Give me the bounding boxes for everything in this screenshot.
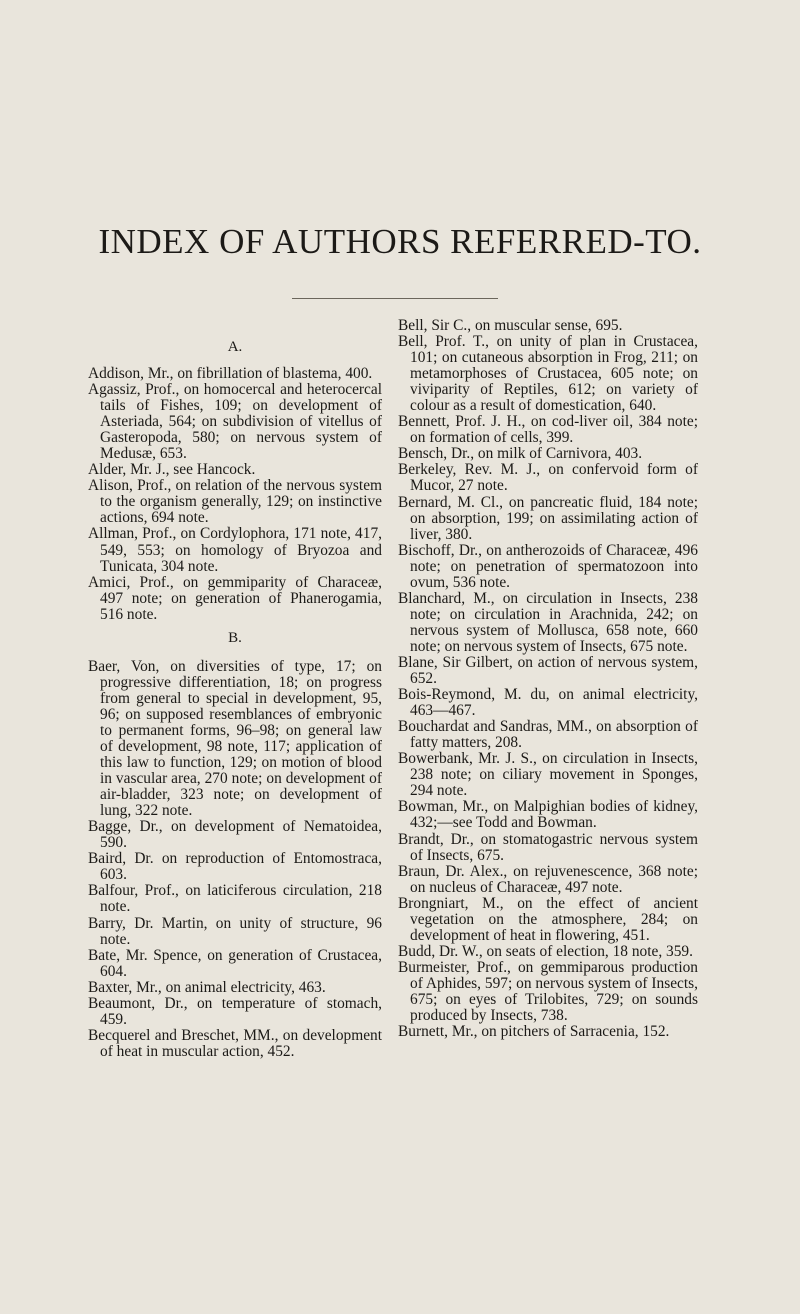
index-entry: Beaumont, Dr., on temperature of stomach, 459. (88, 994, 382, 1028)
index-entry: Bell, Sir C., on muscular sense, 695. (398, 317, 623, 334)
right-column (398, 318, 698, 1040)
index-entry: Alder, Mr. J., see Hancock. (88, 461, 256, 479)
index-entry: Bouchardat and Sandras, MM., on absorption of fatty matters, 208. (398, 718, 698, 752)
index-entry: Alison, Prof., on relation of the nervous system to the organism generally, 129; on instinctive actions, 694 note. (88, 477, 382, 527)
index-entry: Budd, Dr. W., on seats of election, 18 note, 359. (398, 942, 693, 960)
index-entry: Baer, Von, on diversities of type, 17; on progressive differentiation, 18; on progress from general to special in development, 95, 96; on supposed resemblances of embryonic to permanent forms, 96–98; on general law of development, 98 note, 117; application of this law to function, 129; on motion of blood in vascular area, 270 note; on development of air-bladder, 323 note; on development of lung, 322 note. (88, 657, 382, 820)
index-entry: Bernard, M. Cl., on pancreatic fluid, 184 note; on absorption, 199; on assimilating action of liver, 380. (398, 493, 698, 543)
index-entry: Burmeister, Prof., on gemmiparous production of Aphides, 597; on nervous system of Insects, 675; on eyes of Trilobites, 729; on sounds produced by Insects, 738. (398, 958, 698, 1025)
index-entry: Berkeley, Rev. M. J., on confervoid form of Mucor, 27 note. (398, 461, 698, 495)
index-entry: Agassiz, Prof., on homocercal and heterocercal tails of Fishes, 109; on development of Asteriada, 564; on subdivision of vitellus of Gasteropoda, 580; on nervous system of Medusæ, 653. (88, 381, 382, 463)
index-entry: Bate, Mr. Spence, on generation of Crustacea, 604. (88, 946, 382, 980)
index-entry: Bell, Prof. T., on unity of plan in Crustacea, 101; on cutaneous absorption in Frog, 211; on metamorphoses of Crustacea, 605 note; on viviparity of Reptiles, 612; on variety of colour as a result of domestication, 640. (398, 333, 698, 415)
index-entry: Bennett, Prof. J. H., on cod-liver oil, 384 note; on formation of cells, 399. (398, 413, 698, 447)
index-entry: Bowman, Mr., on Malpighian bodies of kidney, 432;—see Todd and Bowman. (398, 798, 698, 832)
index-entry: Addison, Mr., on fibrillation of blastema, 400. (88, 365, 373, 382)
index-entry: Burnett, Mr., on pitchers of Sarracenia, 152. (398, 1023, 670, 1041)
title-rule (292, 298, 498, 299)
index-entry: Bois-Reymond, M. du, on animal electricity, 463—467. (398, 686, 698, 720)
index-entry: Blane, Sir Gilbert, on action of nervous system, 652. (398, 653, 698, 688)
entries-a (88, 366, 382, 623)
index-entry: Braun, Dr. Alex., on rejuvenescence, 368 note; on nucleus of Characeæ, 497 note. (398, 862, 698, 896)
index-entry: Becquerel and Breschet, MM., on development of heat in muscular action, 452. (88, 1026, 382, 1060)
index-entry: Baxter, Mr., on animal electricity, 463. (88, 978, 326, 996)
index-entry: Bowerbank, Mr. J. S., on circulation in Insects, 238 note; on ciliary movement in Sponges, 294 note. (398, 750, 698, 800)
section-heading-b: B. (228, 629, 242, 646)
index-entry: Balfour, Prof., on laticiferous circulation, 218 note. (88, 882, 382, 916)
index-entry: Baird, Dr. on reproduction of Entomostraca, 603. (88, 850, 382, 884)
index-entry: Amici, Prof., on gemmiparity of Characeæ, 497 note; on generation of Phanerogamia, 516 note. (88, 573, 382, 623)
section-heading-a: A. (227, 339, 243, 355)
page-title: INDEX OF AUTHORS REFERRED-TO. (98, 222, 702, 261)
left-column (88, 318, 382, 1060)
index-entry: Allman, Prof., on Cordylophora, 171 note, 417, 549, 553; on homology of Bryozoa and Tunicata, 304 note. (88, 525, 382, 575)
entries-b (88, 659, 382, 1060)
index-entry: Brandt, Dr., on stomatogastric nervous system of Insects, 675. (398, 830, 698, 864)
index-entry: Barry, Dr. Martin, on unity of structure, 96 note. (88, 914, 382, 948)
index-entry: Bischoff, Dr., on antherozoids of Characeæ, 496 note; on penetration of spermatozoon into ovum, 536 note. (398, 541, 698, 591)
index-entry: Blanchard, M., on circulation in Insects, 238 note; on circulation in Arachnida, 242; on nervous system of Mollusca, 658 note, 660 note; on nervous system of Insects, 675 note. (398, 589, 698, 655)
index-entry: Bagge, Dr., on development of Nematoidea, 590. (88, 818, 382, 852)
index-entry: Brongniart, M., on the effect of ancient vegetation on the atmosphere, 284; on development of heat in flowering, 451. (398, 894, 698, 944)
index-entry: Bensch, Dr., on milk of Carnivora, 403. (398, 445, 643, 463)
